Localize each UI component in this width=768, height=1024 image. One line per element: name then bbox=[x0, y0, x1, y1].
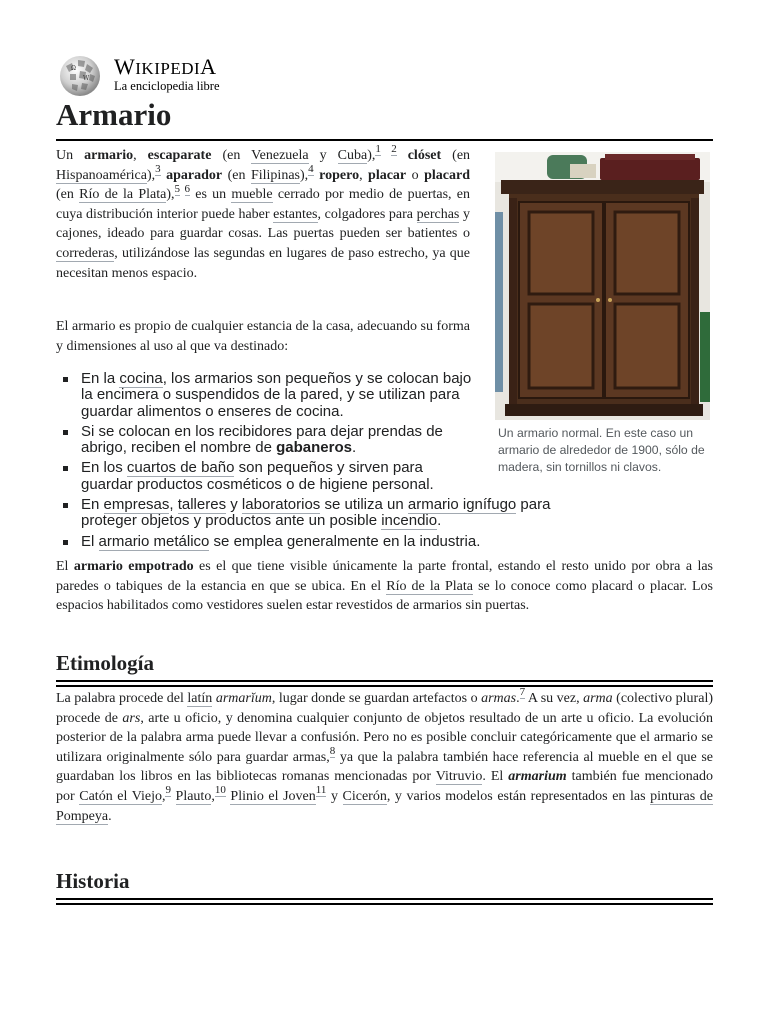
ref-9[interactable]: 9 bbox=[165, 784, 171, 797]
link-incendio[interactable]: incendio bbox=[381, 512, 438, 530]
section-heading-etimologia: Etimología bbox=[56, 650, 713, 682]
link-latin[interactable]: latín bbox=[187, 691, 213, 706]
wikipedia-globe-logo[interactable] bbox=[56, 54, 104, 98]
tagline: La enciclopedia libre bbox=[114, 79, 220, 93]
paragraph-etimologia: La palabra procede del latín armarĭum, lugar donde se guardan artefactos o armas.$^7$ A su vez, arma (colectivo plural) procede de ars, arte u oficio, y denomina cualquier conjunto de objetos resultado de un arte u oficio. La evolución posterior de la palabra arma puede llevar a confusión. Pero no es posible concluir categóricamente que el armario se utilizara originalmente sólo para guardar armas,$^8$ ya que la palabra también hace referencia al mueble en el que se guardaban los libros en las bibliotecas romanas mencionadas por Vitruvio. El armarium también fue mencionado por Catón el Viejo,$^9$ Plauto,$^{10}$ Plinio el Joven$^{11}$ y Cicerón, y varios modelos están representados en las pinturas de Pompeya. bbox=[56, 686, 714, 824]
link-rio-de-la-plata-2[interactable]: Río de la Plata bbox=[386, 578, 473, 594]
list-item: El armario metálico se emplea generalmente en la industria. bbox=[56, 534, 556, 550]
link-venezuela[interactable]: Venezuela bbox=[251, 148, 309, 163]
ref-5[interactable]: 5 bbox=[174, 182, 181, 195]
ref-10[interactable]: 10 bbox=[214, 784, 226, 797]
list-item: En la cocina, los armarios son pequeños y se colocan bajo la encimera o suspendidos de la pared, y se utilizan para guardar alimentos o enseres de cocina. bbox=[56, 371, 473, 420]
link-hispanoamerica[interactable]: Hispanoamérica bbox=[56, 167, 147, 183]
link-plinio-el-joven[interactable]: Plinio el Joven bbox=[230, 788, 316, 804]
uses-list bbox=[56, 371, 556, 554]
link-rio-de-la-plata[interactable]: Río de la Plata bbox=[79, 187, 167, 203]
link-vitruvio[interactable]: Vitruvio bbox=[435, 769, 483, 785]
ref-6[interactable]: 6 bbox=[184, 182, 191, 195]
link-armario-ignifugo[interactable]: armario ignífugo bbox=[407, 496, 517, 514]
ref-2[interactable]: 2 bbox=[391, 143, 397, 156]
link-talleres[interactable]: talleres bbox=[177, 496, 227, 514]
ref-11[interactable]: 11 bbox=[315, 784, 327, 797]
link-perchas[interactable]: perchas bbox=[416, 206, 460, 222]
list-item: En los cuartos de baño son pequeños y sirven para guardar productos cosméticos o de higiene personal. bbox=[56, 460, 473, 493]
link-ciceron[interactable]: Cicerón bbox=[342, 788, 387, 804]
ref-8[interactable]: 8 bbox=[329, 745, 336, 758]
link-cuba[interactable]: Cuba bbox=[337, 148, 368, 163]
svg-text:Ω: Ω bbox=[71, 65, 76, 72]
link-armario-metalico[interactable]: armario metálico bbox=[98, 532, 210, 550]
section-heading-historia: Historia bbox=[56, 868, 713, 900]
link-mueble[interactable]: mueble bbox=[231, 187, 273, 203]
list-item: En empresas, talleres y laboratorios se utiliza un armario ignífugo para proteger objetos y productos ante un posible incendio. bbox=[56, 497, 551, 530]
link-laboratorios[interactable]: laboratorios bbox=[241, 496, 321, 514]
ref-7[interactable]: 7 bbox=[519, 686, 526, 699]
link-plauto[interactable]: Plauto bbox=[175, 788, 212, 804]
page-title: Armario bbox=[56, 96, 713, 141]
ref-1[interactable]: 1 bbox=[375, 143, 381, 156]
list-item: Si se colocan en los recibidores para dejar prendas de abrigo, reciben el nombre de gabaneros. bbox=[56, 424, 473, 457]
link-cocina[interactable]: cocina bbox=[119, 370, 163, 387]
link-estantes[interactable]: estantes bbox=[273, 206, 318, 222]
link-filipinas[interactable]: Filipinas bbox=[250, 167, 300, 183]
figure-caption: Un armario normal. En este caso un armario de alrededor de 1900, sólo de madera, sin tornillos ni clavos. bbox=[498, 426, 705, 474]
link-empresas[interactable]: empresas bbox=[103, 496, 170, 514]
link-cuartos-de-bano[interactable]: cuartos de baño bbox=[126, 459, 235, 477]
link-caton-el-viejo[interactable]: Catón el Viejo bbox=[79, 788, 162, 804]
intro-paragraph: Un armario, escaparate (en Venezuela y Cuba),$^1$ $^2$ clóset (en Hispanoamérica),$^3$ aparador (en Filipinas),$^4$ ropero, placar o placard (en Río de la Plata),$^5$ $^6$ es un mueble cerrado por medio de puertas, en cuya distribución interior puede haber estantes, colgadores para perchas y cajones, ideado para guardar cosas. Las puertas pueden ser batientes o correderas, utilizándose las segundas en lugares de paso estrecho, ya que necesitan menos espacio. bbox=[56, 143, 471, 281]
link-pinturas-de-pompeya[interactable]: pinturas de Pompeya bbox=[56, 788, 714, 824]
paragraph-uses: El armario es propio de cualquier estancia de la casa, adecuando su forma y dimensiones al uso al que va destinado: bbox=[56, 319, 470, 354]
link-correderas[interactable]: correderas bbox=[56, 245, 115, 261]
ref-3[interactable]: 3 bbox=[155, 162, 161, 175]
ref-4[interactable]: 4 bbox=[308, 162, 314, 175]
svg-text:W: W bbox=[83, 75, 90, 82]
paragraph-empotrado: El armario empotrado es el que tiene visible únicamente la parte frontal, estando el resto unido por obra a las paredes o tabiques de la estancia en que se ubica. En el Río de la Plata se lo conoce como placard o placar. Los espacios habilitados como vestidores suelen estar revestidos de armarios sin puertas. bbox=[56, 559, 713, 614]
wordmark: WIKIPEDIA bbox=[114, 54, 217, 79]
